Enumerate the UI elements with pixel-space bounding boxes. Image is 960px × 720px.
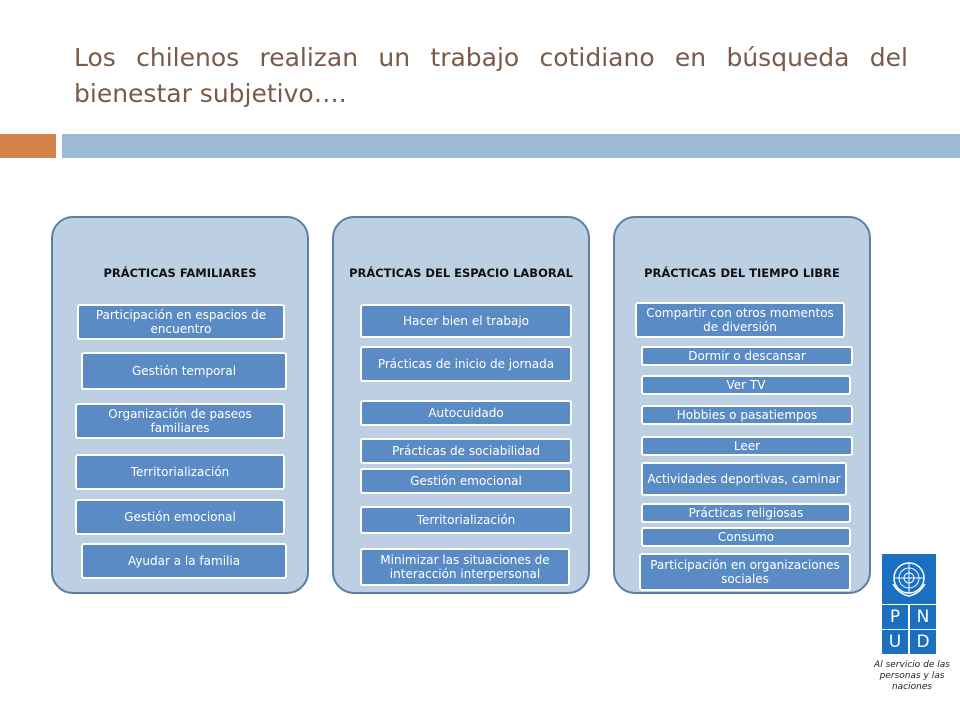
- un-emblem-icon: [882, 554, 936, 602]
- practice-item: Territorialización: [75, 454, 285, 490]
- accent-bar-blue: [62, 134, 960, 158]
- practice-item: Ver TV: [641, 375, 851, 395]
- practice-item: Hobbies o pasatiempos: [641, 405, 853, 425]
- practice-item: Compartir con otros momentos de diversión: [635, 302, 845, 338]
- practice-item: Gestión emocional: [75, 499, 285, 535]
- practice-item: Organización de paseos familiares: [75, 403, 285, 439]
- panel-title: PRÁCTICAS FAMILIARES: [103, 266, 257, 280]
- practice-item: Ayudar a la familia: [81, 543, 287, 579]
- panel-practicas-espacio-laboral: [332, 216, 590, 594]
- practice-item: Gestión emocional: [360, 468, 572, 494]
- practice-item: Prácticas religiosas: [641, 503, 851, 523]
- panel-practicas-familiares: [51, 216, 309, 594]
- practice-item: Minimizar las situaciones de interacción interpersonal: [360, 548, 570, 586]
- logo-tagline: Al servicio de las personas y las naciones: [874, 660, 950, 692]
- practice-item: Consumo: [641, 527, 851, 547]
- slide-title-line2: bienestar subjetivo….: [74, 79, 347, 108]
- practice-item: Territorialización: [360, 506, 572, 534]
- logo-letter: D: [910, 630, 936, 654]
- pnud-logo: [882, 554, 936, 654]
- panel-practicas-tiempo-libre: [613, 216, 871, 594]
- practice-item: Leer: [641, 436, 853, 456]
- slide-title-line1: Los chilenos realizan un trabajo cotidiano en búsqueda del: [74, 43, 908, 72]
- practice-item: Hacer bien el trabajo: [360, 304, 572, 338]
- logo-letter: P: [882, 605, 908, 629]
- practice-item: Prácticas de inicio de jornada: [360, 346, 572, 382]
- practice-item: Autocuidado: [360, 400, 572, 426]
- practice-item: Participación en organizaciones sociales: [639, 553, 851, 591]
- practice-item: Dormir o descansar: [641, 346, 853, 366]
- practice-item: Actividades deportivas, caminar: [641, 462, 847, 496]
- panel-title: PRÁCTICAS DEL TIEMPO LIBRE: [644, 266, 840, 280]
- practice-item: Prácticas de sociabilidad: [360, 438, 572, 464]
- logo-letter: U: [882, 630, 908, 654]
- panel-title: PRÁCTICAS DEL ESPACIO LABORAL: [349, 266, 573, 280]
- slide-title: [74, 40, 908, 112]
- practice-item: Participación en espacios de encuentro: [77, 304, 285, 340]
- practice-item: Gestión temporal: [81, 352, 287, 390]
- logo-letter: N: [910, 605, 936, 629]
- accent-bar-orange: [0, 134, 56, 158]
